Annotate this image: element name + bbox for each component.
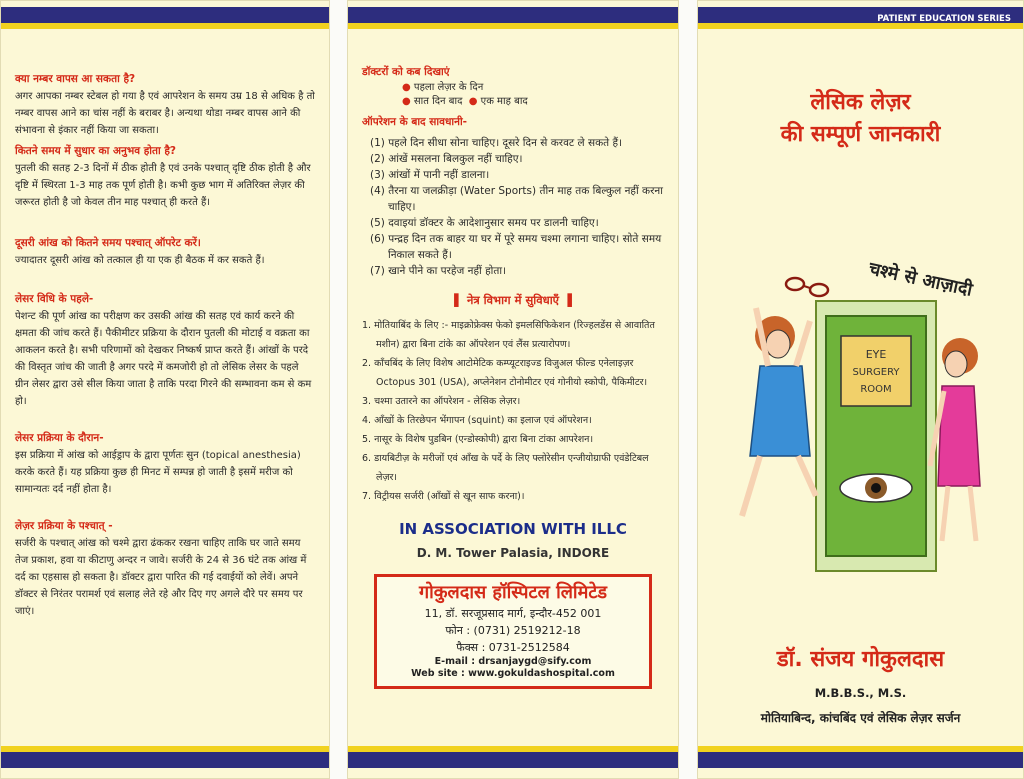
list-item: (4) तैरना या जलक्रीड़ा (Water Sports) तीन माह तक बिल्कुल नहीं करना चाहिए।	[370, 185, 663, 213]
walking-woman-illustration	[930, 338, 980, 541]
hospital-fax: फैक्स : 0731-2512584	[456, 641, 570, 654]
jumping-woman-illustration	[742, 308, 816, 516]
list-item: 1. मोतियाबिंद के लिए :- माइक्रोफ्रेक्स फेको इमलसिफिकेशन (रिज्हलडेंस से आवातित मशीन) द्वारा बिना टांके का ऑपरेशन एवं लैंस प्रत्यारोपण।	[362, 320, 655, 350]
list-item: (3) आंखों में पानी नहीं डालना।	[370, 169, 490, 181]
list-item: (6) पन्द्रह दिन तक बाहर या घर में पूरे समय चश्मा लगाना चाहिए। सोते समय निकाल सकते हैं।	[370, 233, 662, 261]
list-item: (1) पहले दिन सीधा सोना चाहिए। दूसरे दिन से करवट ले सकते हैं।	[370, 137, 623, 149]
section-heading: दूसरी आंख को कितने समय पश्चात् ऑपरेट करें।	[15, 237, 201, 249]
doctor-specialty: मोतियाबिन्द, कांचबिंद एवं लेसिक लेज़र सर्जन	[760, 711, 961, 725]
visits-list	[402, 81, 664, 109]
panel-middle-content	[362, 65, 664, 689]
cover-title	[698, 87, 1023, 151]
doctor-degrees: M.B.B.S., M.S.	[814, 686, 907, 700]
panel-left-content	[15, 71, 315, 620]
series-label: PATIENT EDUCATION SERIES	[877, 14, 1011, 24]
sign-text: EYE	[865, 348, 887, 361]
red-bullet-icon: ●	[402, 96, 411, 107]
list-item: 4. आँखों के तिरछेपन भेंगापन (squint) का इलाज एवं ऑपरेशन।	[362, 415, 592, 426]
hospital-website: Web site : www.gokuldashospital.com	[411, 668, 615, 679]
facilities-list	[362, 316, 664, 506]
list-item: 3. चश्मा उतारने का ऑपरेशन - लेसिक लेज़र।	[362, 396, 521, 407]
cover-title-line: लेसिक लेज़र	[810, 90, 911, 115]
list-item: (2) आंखें मसलना बिलकुल नहीं चाहिए।	[370, 153, 523, 165]
list-item: 5. नासूर के विशेष पुडबिन (एन्डोस्कोपी) द्वारा बिना टांका आपरेशन।	[362, 434, 594, 445]
precautions-list	[368, 135, 664, 279]
eye-icon	[840, 474, 912, 502]
flying-glasses-icon	[786, 278, 828, 296]
sign-text: ROOM	[860, 384, 892, 395]
visits-heading: डॉक्टरों को कब दिखाएं	[362, 66, 450, 78]
red-bullet-icon: ●	[402, 82, 411, 93]
section-heading: क्या नम्बर वापस आ सकता है?	[15, 73, 136, 85]
red-bullet-icon: ●	[468, 96, 478, 107]
cover-title-line: की सम्पूर्ण जानकारी	[780, 122, 941, 147]
section-body: ज्यादातर दूसरी आंख को तत्काल ही या एक ही बैठक में कर सकते हैं।	[15, 255, 265, 266]
precautions-heading: ऑपरेशन के बाद सावधानी-	[362, 116, 468, 128]
hospital-email: E-mail : drsanjaygd@sify.com	[434, 656, 592, 667]
list-item: 6. डायबिटीज़ के मरीजों एवं आँख के पर्दे के लिए फ्लोरेसीन एन्जीयोग्राफी एवंडेटिबल लेज़र।	[362, 453, 649, 483]
panel-cover	[697, 0, 1024, 779]
slogan-text: चश्मे से आज़ादी	[866, 258, 975, 301]
panel-left	[0, 0, 330, 779]
hospital-address: 11, डॉ. सरजूप्रसाद मार्ग, इन्दौर-452 001	[424, 607, 602, 620]
list-item: (7) खाने पीने का परहेज नहीं होता।	[370, 265, 507, 277]
bottom-band	[1, 746, 329, 768]
panel-middle	[347, 0, 679, 779]
list-item: 7. विट्रीयस सर्जरी (आँखों से खून साफ करना)।	[362, 491, 525, 502]
section-heading: कितने समय में सुधार का अनुभव होता है?	[15, 145, 177, 157]
section-body: इस प्रक्रिया में आंख को आईड्राप के द्वारा पूर्णतः सुन (topical anesthesia) करके करते हैं। यह प्रक्रिया कुछ ही मिनट में सम्पन्न हो जाती है इसमें मरीज को सामान्यतः दर्द नहीं होता है।	[15, 450, 301, 495]
facilities-heading: ▌ नेत्र विभाग में सुविधाएँ ▐	[454, 293, 572, 307]
association-title: IN ASSOCIATION WITH ILLC	[399, 520, 627, 538]
section-heading: लेसर प्रक्रिया के दौरान-	[15, 432, 104, 444]
sign-text: SURGERY	[852, 367, 900, 378]
hospital-phone: फोन : (0731) 2519212-18	[445, 624, 581, 637]
visit-item: ● पहला लेज़र के दिन	[402, 82, 484, 93]
section-body: पेशन्ट की पूर्ण आंख का परीक्षण कर उसकी आंख की सतह एवं कार्य करने की क्षमता की जांच करते हैं। पैकीमीटर प्रक्रिया के दौरान पुतली की मोटाई व वक्रता का आकलन करते है। सभी परिणामों को देखकर निष्कर्ष प्राप्त करते हैं। आंखों के परदे की विस्तृत जांच की जाती है अगर परदे में कमजोरी हो तो लेसिक लेसर के पहले ग्रीन लेसर द्वारा उसे सील किया जाता है ताकि परदा गिरने की सम्भावना कम से कम हो।	[15, 311, 312, 407]
section-heading: लेज़र प्रक्रिया के पश्चात् -	[15, 520, 113, 532]
list-item: (5) दवाइयां डॉक्टर के आदेशानुसार समय पर डालनी चाहिए।	[370, 217, 599, 229]
list-item: 2. काँचबिंद के लिए विशेष आटोमेटिक कम्प्यूटराइज्ड विजुअल फील्ड एनेलाइज़र Octopus 301 (USA), अप्लेनेशन टोनोमीटर एवं गोनीयो स्कोपी, पैकिमीटर।	[362, 358, 648, 388]
section-body: सर्जरी के पश्चात् आंख को चश्मे द्वारा ढंककर रखना चाहिए ताकि घर जाते समय तेज प्रकाश, हवा या कीटाणु अन्दर न जावे। सर्जरी के 24 से 36 घंटे तक आंख में दर्द का एहसास हो सकता है। डॉक्टर द्वारा पारित की गई दवाईयों को लेवें। अपने डॉक्टर से निरंतर परामर्श एवं सलाह लेते रहे और दिए गए अगले दौरे पर समय पर जाएं।	[15, 538, 307, 617]
section-heading: लेसर विधि के पहले-	[15, 293, 94, 305]
cartoon-illustration	[698, 226, 1024, 606]
section-body: अगर आपका नम्बर स्टेबल हो गया है एवं आपरेशन के समय उम्र 18 से अधिक है तो नम्बर वापस आने का चांस नहीं के बराबर है। अन्यथा थोडा नम्बर वापस आने की संभावना से इंकार नहीं किया जा सकता।	[15, 91, 315, 136]
top-band	[348, 7, 678, 29]
association-address: D. M. Tower Palasia, INDORE	[416, 546, 610, 560]
bottom-band	[698, 746, 1023, 768]
top-band	[1, 7, 329, 29]
visit-item: ● सात दिन बाद ● एक माह बाद	[402, 96, 528, 107]
doctor-name: डॉ. संजय गोकुलदास	[776, 647, 945, 672]
bottom-band	[348, 746, 678, 768]
hospital-name: गोकुलदास हॉस्पिटल लिमिटेड	[418, 582, 608, 603]
hospital-box	[374, 574, 652, 689]
section-body: पुतली की सतह 2-3 दिनों में ठीक होती है एवं उनके पश्चात् दृष्टि ठीक होती है और दृष्टि में स्थिरता 1-3 माह तक पूर्ण होती है। कभी कुछ भाग में अतिरिक्त लेज़र की जरूरत होती है जो केवल तीन माह पश्चात् ही करते हैं।	[15, 163, 311, 208]
